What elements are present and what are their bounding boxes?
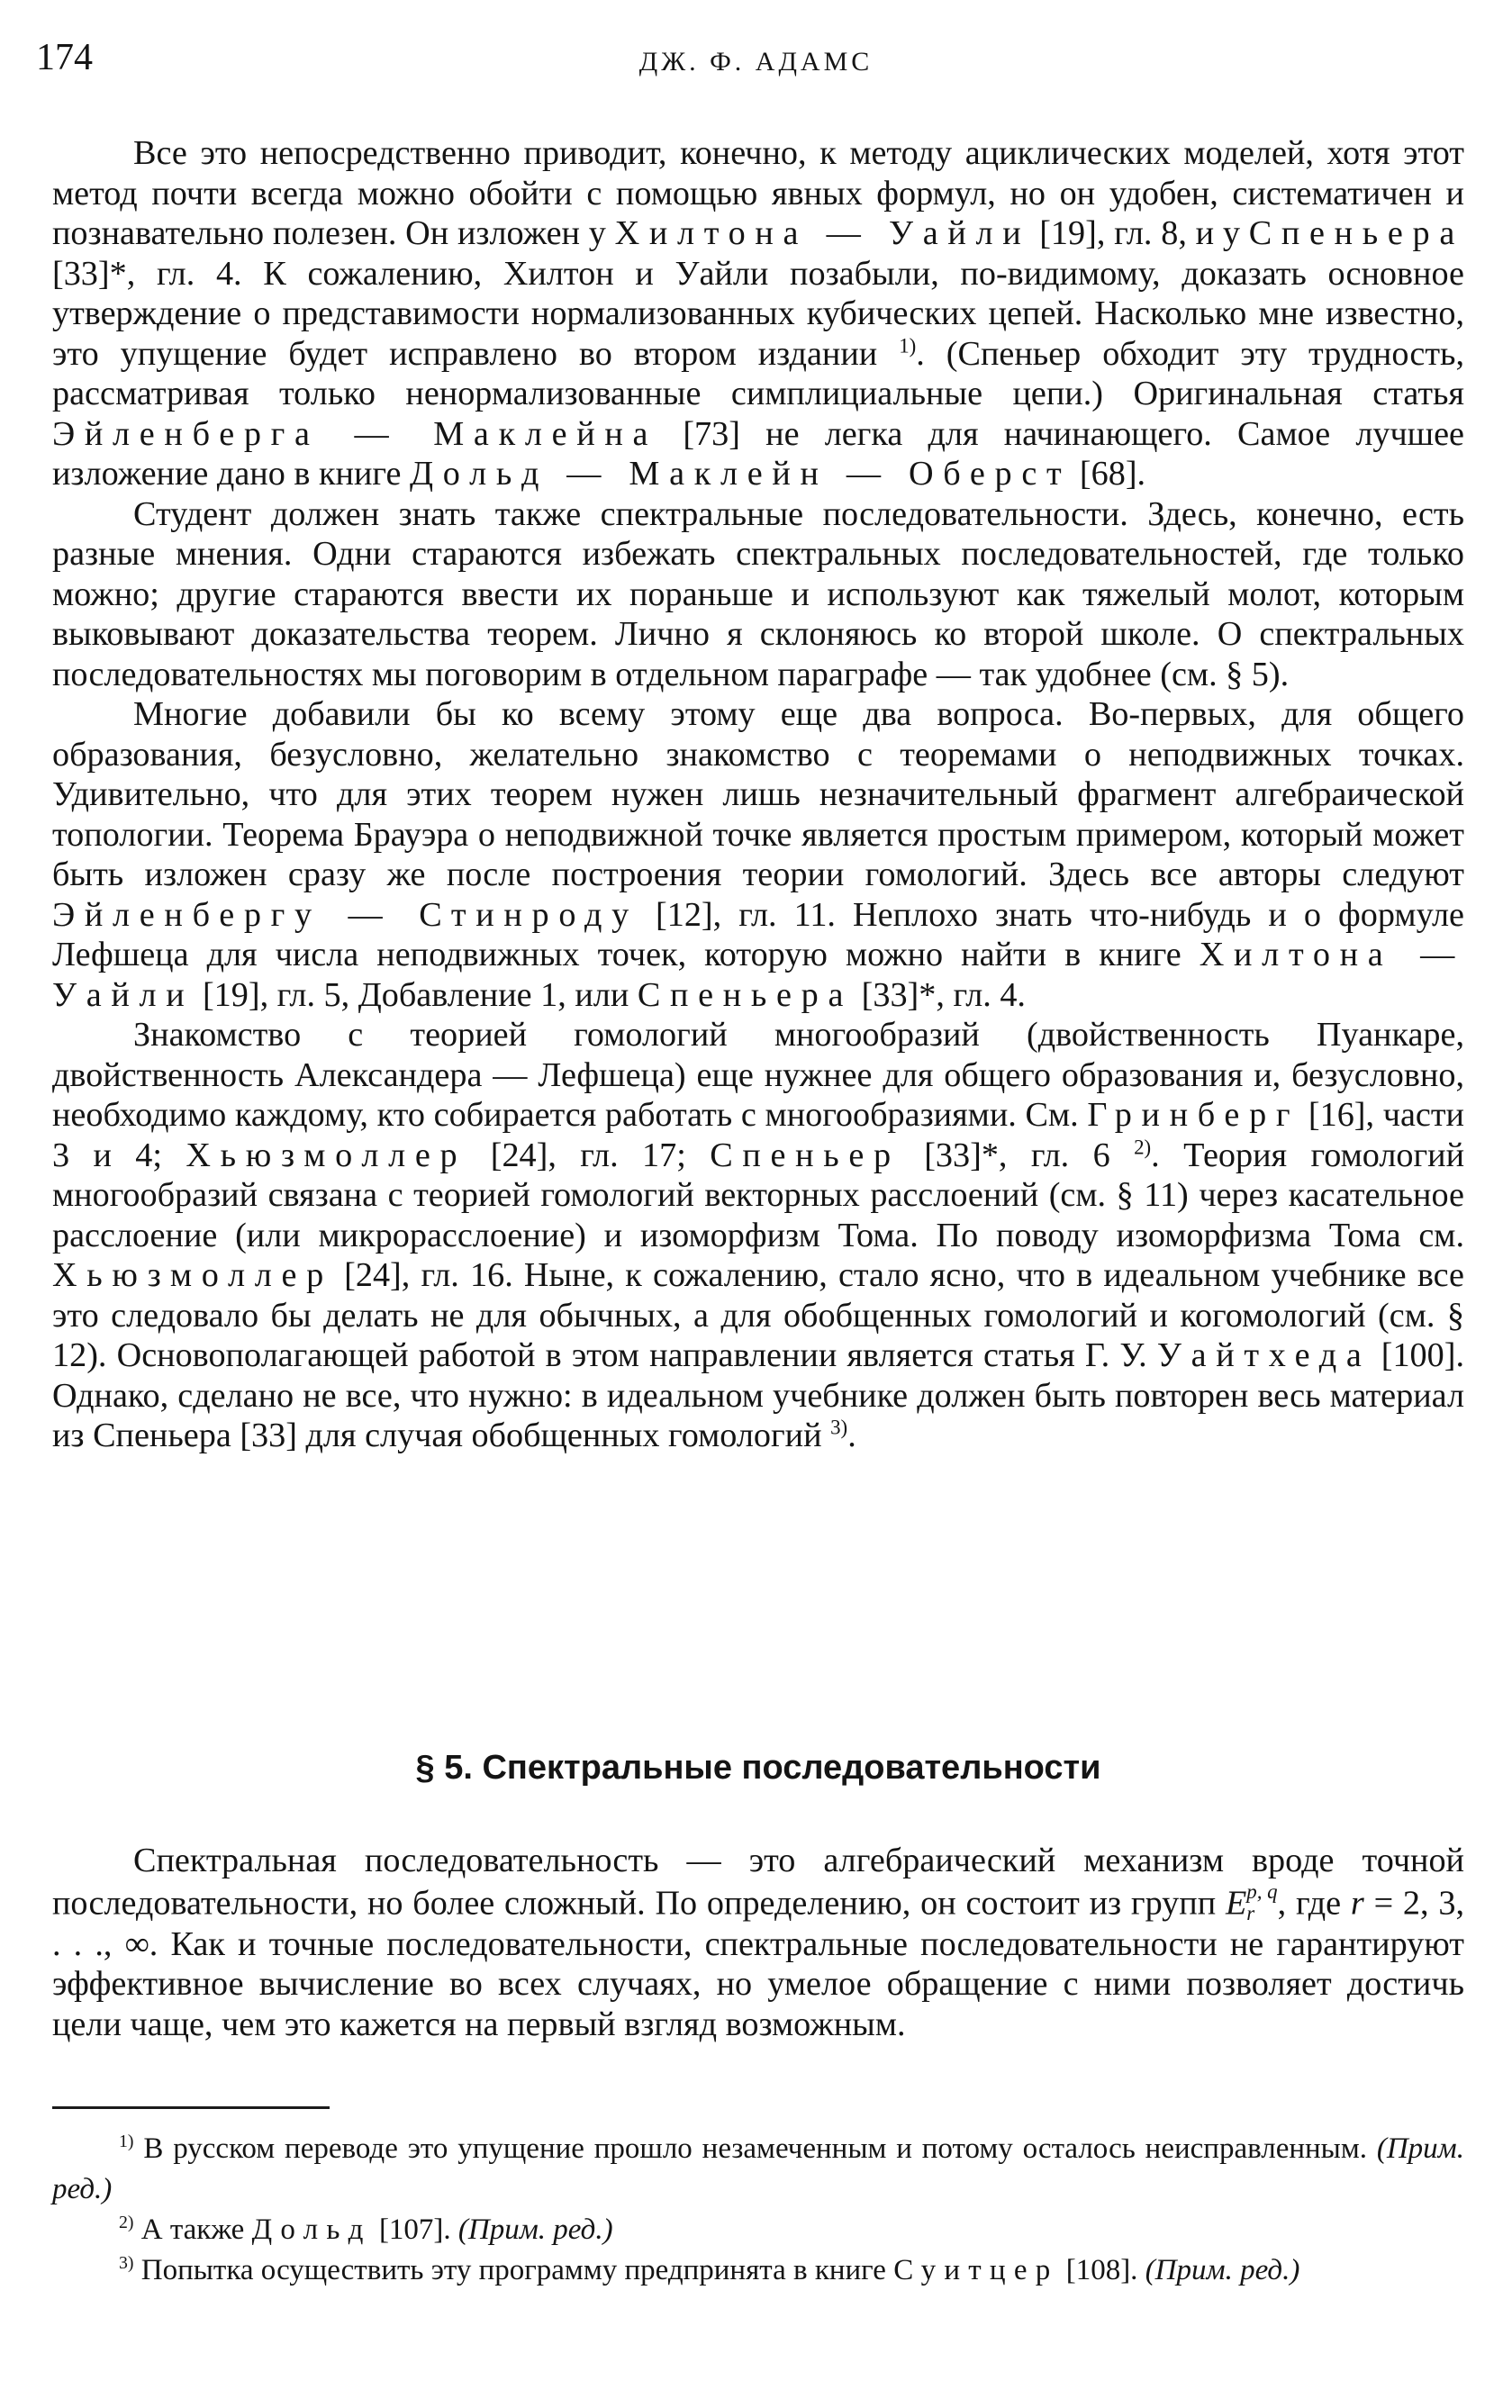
math-superscript: p, q xyxy=(1246,1879,1278,1903)
author-name: Хьюзмоллер xyxy=(52,1256,333,1294)
author-name: Дольд xyxy=(251,2213,372,2246)
paragraph-acyclic-models: Все это непосредственно приводит, конечно, к методу ациклических моделей, хотя этот метод почти всегда можно обойти с помощью явных формул, но он удобен, систематичен и познавательно полезен. Он изложен у Хилтона — Уайли [19], гл. 8, и у Спеньера [33]*, гл. 4. К сожалению, Хилтон и Уайли позабыли, по-видимому, доказать основное утверждение о представимости нормализованных кубических цепей. Насколько мне известно, это упущение будет исправлено во втором издании $^{1)}$. (Спеньер обходит эту трудность, рассматривая только ненормализованные симплициальные цепи.) Оригинальная статья Эйленберга — Маклейна [73] не легка для начинающего. Самое лучшее изложение дано в книге Дольд — Маклейн — Оберст [68]. xyxy=(52,134,1464,493)
paragraph-fixed-points: Многие добавили бы ко всему этому еще два вопроса. Во-первых, для общего образования, безусловно, желательно знакомство с теоремами о неподвижных точках. Удивительно, что для этих теорем нужен лишь незначительный фрагмент алгебраической топологии. Теорема Брауэра о неподвижной точке является простым примером, который может быть изложен сразу же после построения теории гомологий. Здесь все авторы следуют Эйленбергу — Стинроду [12], гл. 11. Неплохо знать что-нибудь и о формуле Лефшеца для числа неподвижных точек, которую можно найти в книге Хилтона — Уайли [19], гл. 5, Добавление 1, или Спеньера [33]*, гл. 4. xyxy=(52,695,1465,1014)
paragraph-spectral-definition: Спектральная последовательность — это алгебраический механизм вроде точной последовательности, но более сложный. По определению, он состоит из групп E p, q r , где r = 2, 3, . . ., ∞. Как и точные последовательности, спектральные последовательности не гарантируют эффективное вычисление во всех случаях, но умелое обращение с ними позволяет достичь цели чаще, чем это кажется на первый взгляд возможным. xyxy=(52,1842,1464,2043)
author-name: Спеньера xyxy=(637,975,854,1014)
author-name: Спеньера xyxy=(1248,214,1464,252)
page-number: 174 xyxy=(36,37,93,78)
running-title: ДЖ. Ф. АДАМС xyxy=(638,47,874,77)
author-name: Хилтона — Уайли xyxy=(614,214,1031,252)
math-r: r xyxy=(1350,1884,1364,1923)
main-text-section xyxy=(52,1841,1464,2044)
author-name: Хьюзмоллер xyxy=(186,1136,467,1174)
editor-note: (Прим. ред.) xyxy=(52,2132,1464,2205)
main-text-upper xyxy=(52,133,1464,1456)
footnote-mark: 1) xyxy=(119,2132,134,2151)
paragraph-spectral-sequences-intro: Студент должен знать также спектральные последовательности. Здесь, конечно, есть разные мнения. Одни стараются избежать спектральных последовательностей, где только можно; другие стараются ввести их пораньше и используют как тяжелый молот, которым выковывают доказательства теорем. Лично я склоняюсь ко второй школе. О спектральных последовательностях мы поговорим в отдельном параграфе — так удобнее (см. § 5). xyxy=(52,494,1464,693)
author-name: Спеньер xyxy=(710,1136,901,1174)
footnote-mark: 3) xyxy=(119,2253,134,2273)
footnote-mark: 2) xyxy=(119,2213,134,2232)
section-heading: § 5. Спектральные последовательности xyxy=(415,1749,1101,1787)
author-name: Хилтона — Уайли xyxy=(52,936,1465,1014)
author-name: Эйленберга — Маклейна xyxy=(52,414,658,453)
math-indices xyxy=(1246,1881,1277,1924)
page-header xyxy=(36,36,1476,90)
author-name: Уайтхеда xyxy=(1156,1336,1372,1374)
footnote-divider xyxy=(52,2106,330,2109)
author-name: Гринберг xyxy=(1087,1096,1300,1134)
author-name: Эйленбергу — Стинроду xyxy=(52,895,638,934)
author-name: Суитцер xyxy=(893,2254,1059,2286)
math-E: E xyxy=(1225,1884,1247,1923)
math-subscript: r xyxy=(1246,1901,1255,1924)
editor-note: (Прим. ред.) xyxy=(457,2213,613,2246)
paragraph-manifolds: Знакомство с теорией гомологий многообразий (двойственность Пуанкаре, двойственность Александера — Лефшеца) еще нужнее для общего образования и, безусловно, необходимо каждому, кто собирается работать с многообразиями. См. Гринберг [16], части 3 и 4; Хьюзмоллер [24], гл. 17; Спеньер [33]*, гл. 6 $^{2)}$. Теория гомологий многообразий связана с теорией гомологий векторных расслоений (см. § 11) через касательное расслоение (или микрорасслоение) и изоморфизм Тома. По поводу изоморфизма Тома см. Хьюзмоллер [24], гл. 16. Ныне, к сожалению, стало ясно, что в идеальном учебнике все это следовало бы делать не для обычных, а для обобщенных гомологий и когомологий (см. § 12). Основополагающей работой в этом направлении является статья Г. У. Уайтхеда [100]. Однако, сделано не все, что нужно: в идеальном учебнике должен быть повторен весь материал из Спеньера [33] для случая обобщенных гомологий $^{3)}$. xyxy=(52,1016,1465,1454)
editor-note: (Прим. ред.) xyxy=(1145,2254,1300,2286)
footnote-1: $^{1)}$ В русском переводе это упущение прошло незамеченным и потому осталось неисправленным. (Прим. ред.) xyxy=(52,2132,1464,2205)
footnote-ref-1: 1) xyxy=(899,333,917,357)
footnote-2: $^{2)}$ А также Дольд [107]. (Прим. ред.) xyxy=(119,2213,613,2246)
footnote-3: $^{3)}$ Попытка осуществить эту программу предпринята в книге Суитцер [108]. (Прим. ред.) xyxy=(119,2253,1300,2286)
footnotes xyxy=(52,2129,1464,2291)
footnote-ref-2: 2) xyxy=(1134,1135,1152,1158)
footnote-ref-3: 3) xyxy=(830,1416,848,1439)
author-name: Дольд — Маклейн — Оберст xyxy=(410,455,1072,493)
